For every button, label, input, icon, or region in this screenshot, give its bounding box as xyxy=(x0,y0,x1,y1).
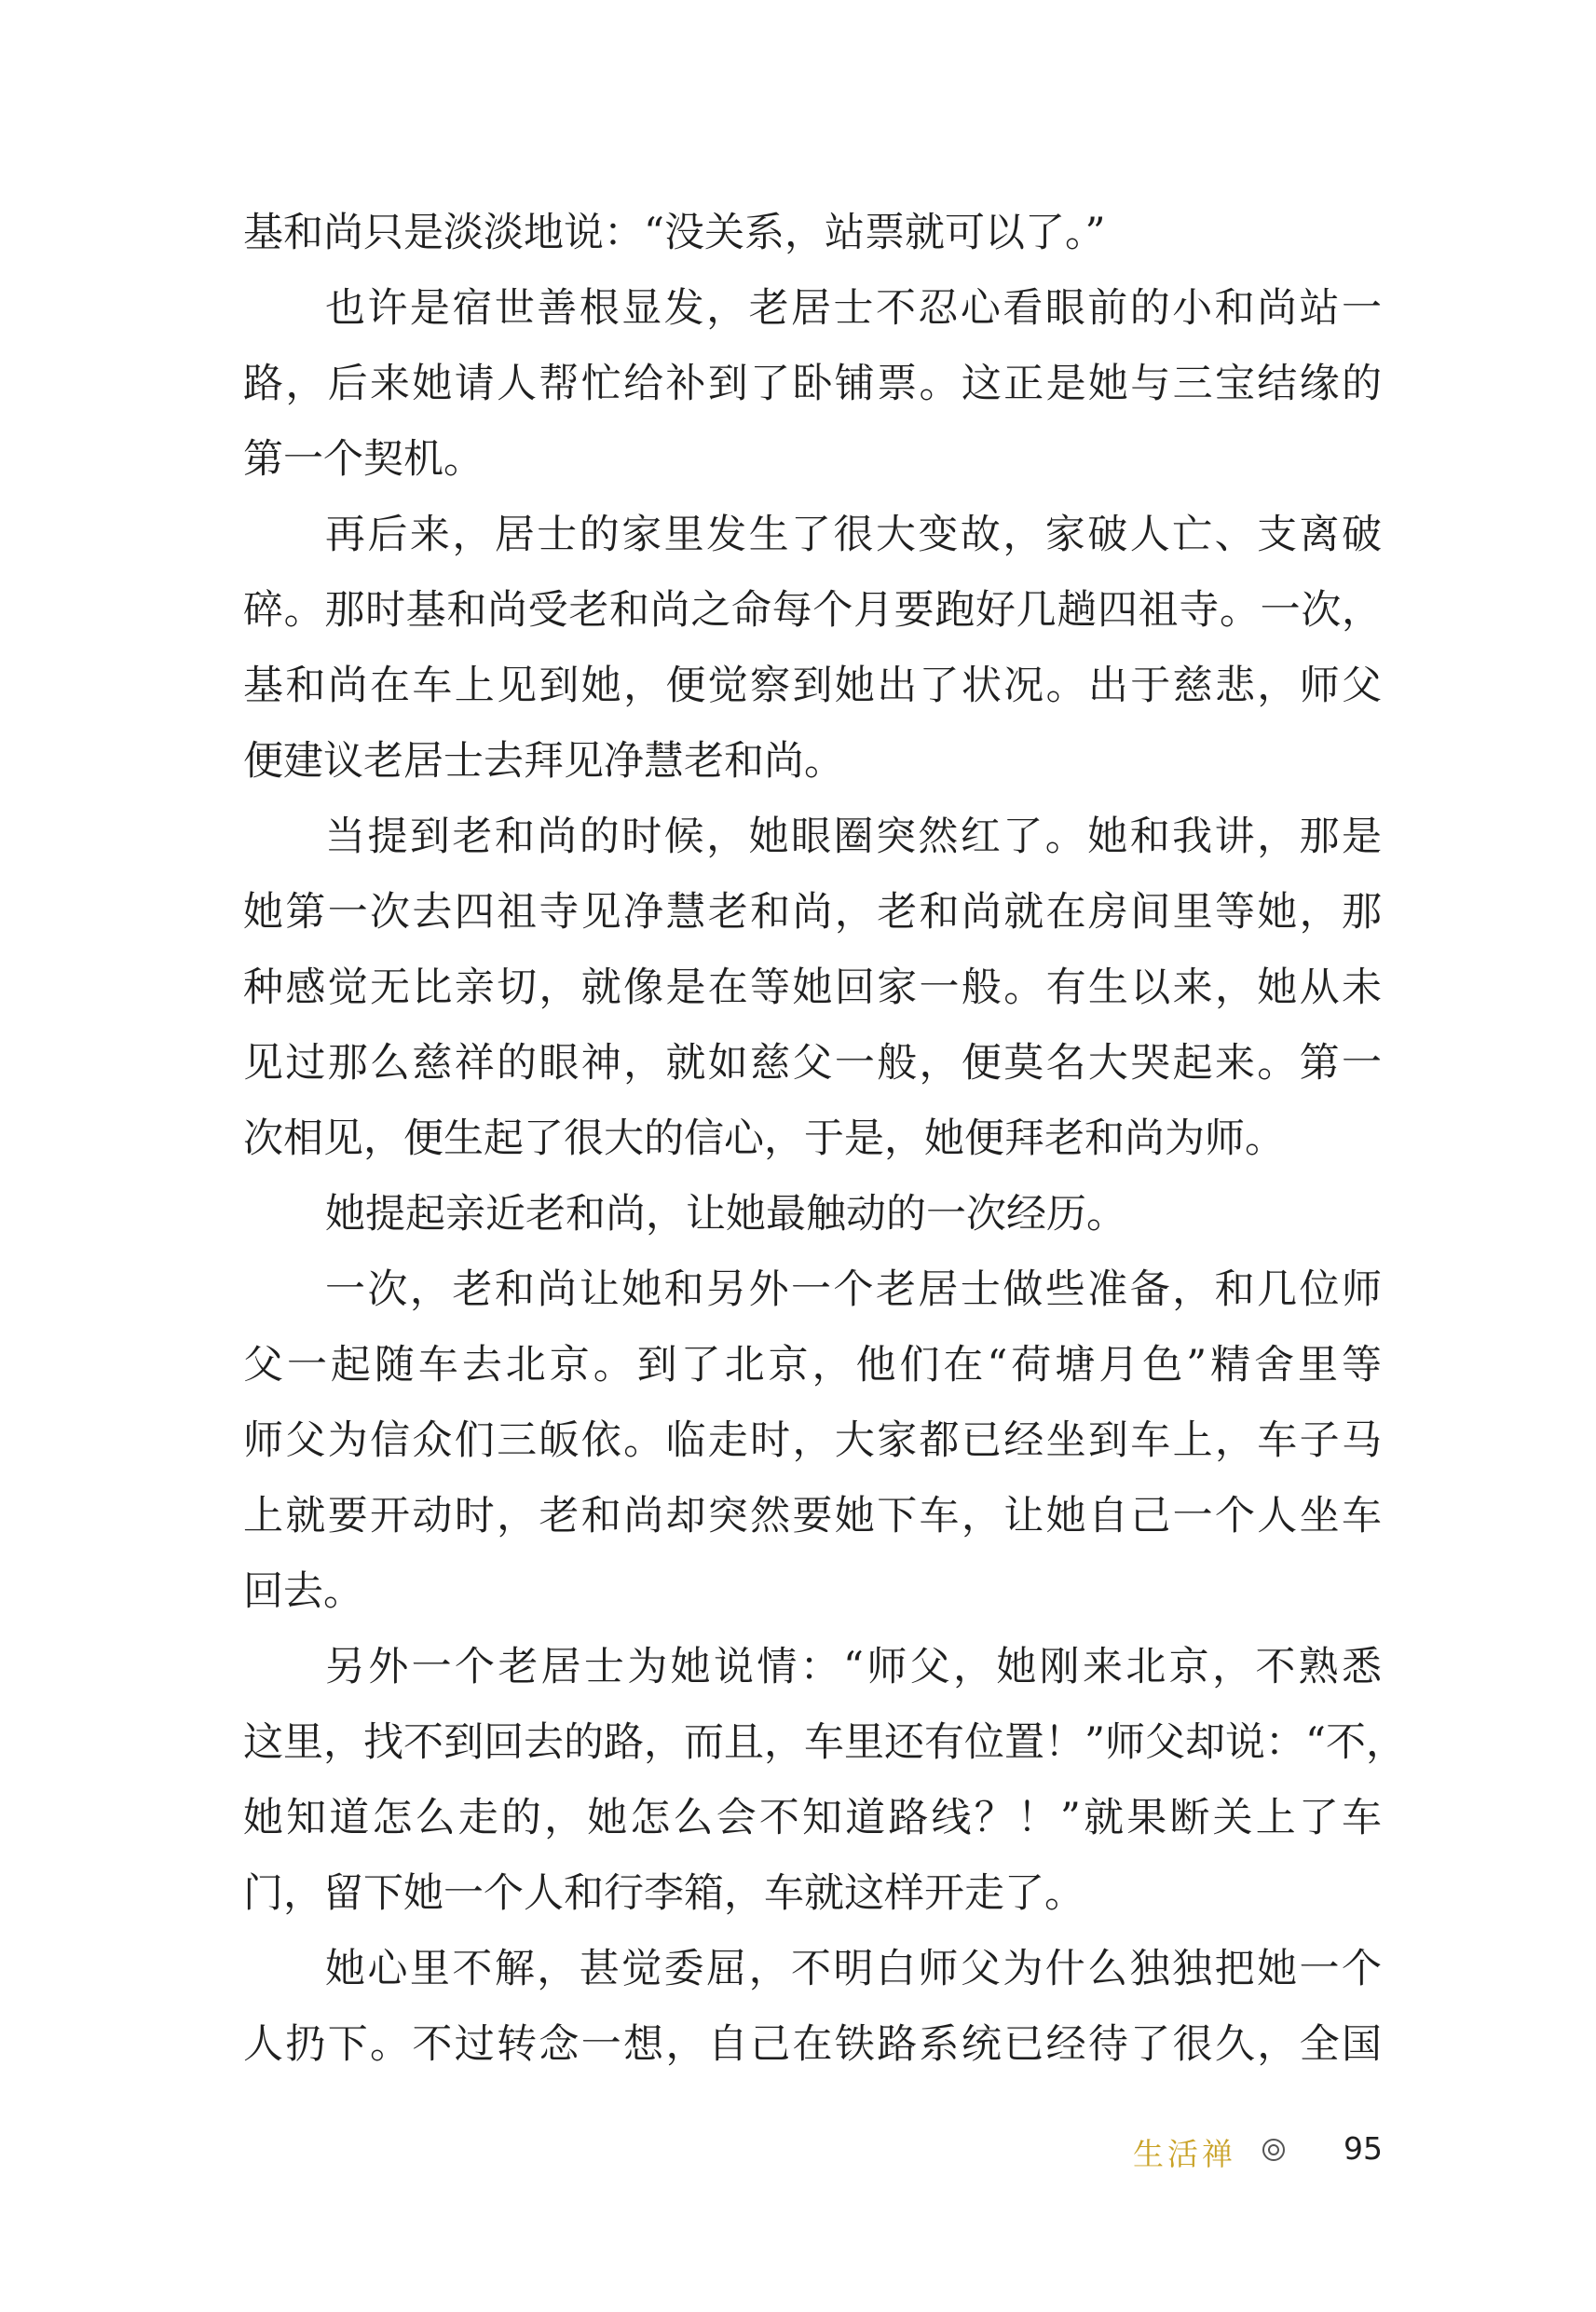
text-line: 师父为信众们三皈依。临走时，大家都已经坐到车上，车子马 xyxy=(243,1417,1382,1464)
text-line: 碎。那时基和尚受老和尚之命每个月要跑好几趟四祖寺。一次， xyxy=(243,587,1382,634)
double-circle-icon xyxy=(1262,2138,1286,2162)
text-line: 便建议老居士去拜见净慧老和尚。 xyxy=(243,738,844,785)
book-title: 生活禅 xyxy=(1133,2136,1236,2172)
text-line: 当提到老和尚的时候，她眼圈突然红了。她和我讲，那是 xyxy=(325,814,1382,860)
text-line: 次相见，便生起了很大的信心，于是，她便拜老和尚为师。 xyxy=(243,1115,1285,1162)
body-text xyxy=(243,196,1406,2083)
text-line: 基和尚只是淡淡地说：“没关系，站票就可以了。” xyxy=(243,210,1106,256)
text-line: 她提起亲近老和尚，让她最触动的一次经历。 xyxy=(325,1191,1126,1238)
text-line: 一次，老和尚让她和另外一个老居士做些准备，和几位师 xyxy=(325,1266,1382,1313)
text-line: 上就要开动时，老和尚却突然要她下车，让她自己一个人坐车 xyxy=(243,1493,1382,1539)
text-line: 门，留下她一个人和行李箱，车就这样开走了。 xyxy=(243,1870,1084,1917)
text-line: 也许是宿世善根显发，老居士不忍心看眼前的小和尚站一 xyxy=(325,285,1382,332)
text-line: 人扔下。不过转念一想，自己在铁路系统已经待了很久，全国 xyxy=(243,2021,1382,2068)
page-footer xyxy=(1133,2121,1385,2177)
text-line: 路，后来她请人帮忙给补到了卧铺票。这正是她与三宝结缘的 xyxy=(243,361,1382,407)
text-line: 她知道怎么走的，她怎么会不知道路线？！”就果断关上了车 xyxy=(243,1795,1382,1841)
text-line: 基和尚在车上见到她，便觉察到她出了状况。出于慈悲，师父 xyxy=(243,663,1382,709)
text-line: 再后来，居士的家里发生了很大变故，家破人亡、支离破 xyxy=(325,512,1382,558)
text-line: 种感觉无比亲切，就像是在等她回家一般。有生以来，她从未 xyxy=(243,964,1382,1011)
text-line: 这里，找不到回去的路，而且，车里还有位置！”师父却说：“不， xyxy=(243,1719,1406,1766)
text-line: 见过那么慈祥的眼神，就如慈父一般，便莫名大哭起来。第一 xyxy=(243,1040,1382,1087)
text-line: 她心里不解，甚觉委屈，不明白师父为什么独独把她一个 xyxy=(325,1946,1382,1992)
text-line: 回去。 xyxy=(243,1568,363,1615)
text-line: 第一个契机。 xyxy=(243,436,484,483)
page-number: 95 xyxy=(1344,2130,1383,2167)
text-line: 她第一次去四祖寺见净慧老和尚，老和尚就在房间里等她，那 xyxy=(243,889,1382,936)
text-line: 另外一个老居士为她说情：“师父，她刚来北京，不熟悉 xyxy=(325,1644,1382,1690)
text-line: 父一起随车去北京。到了北京，他们在“荷塘月色”精舍里等 xyxy=(243,1342,1382,1389)
